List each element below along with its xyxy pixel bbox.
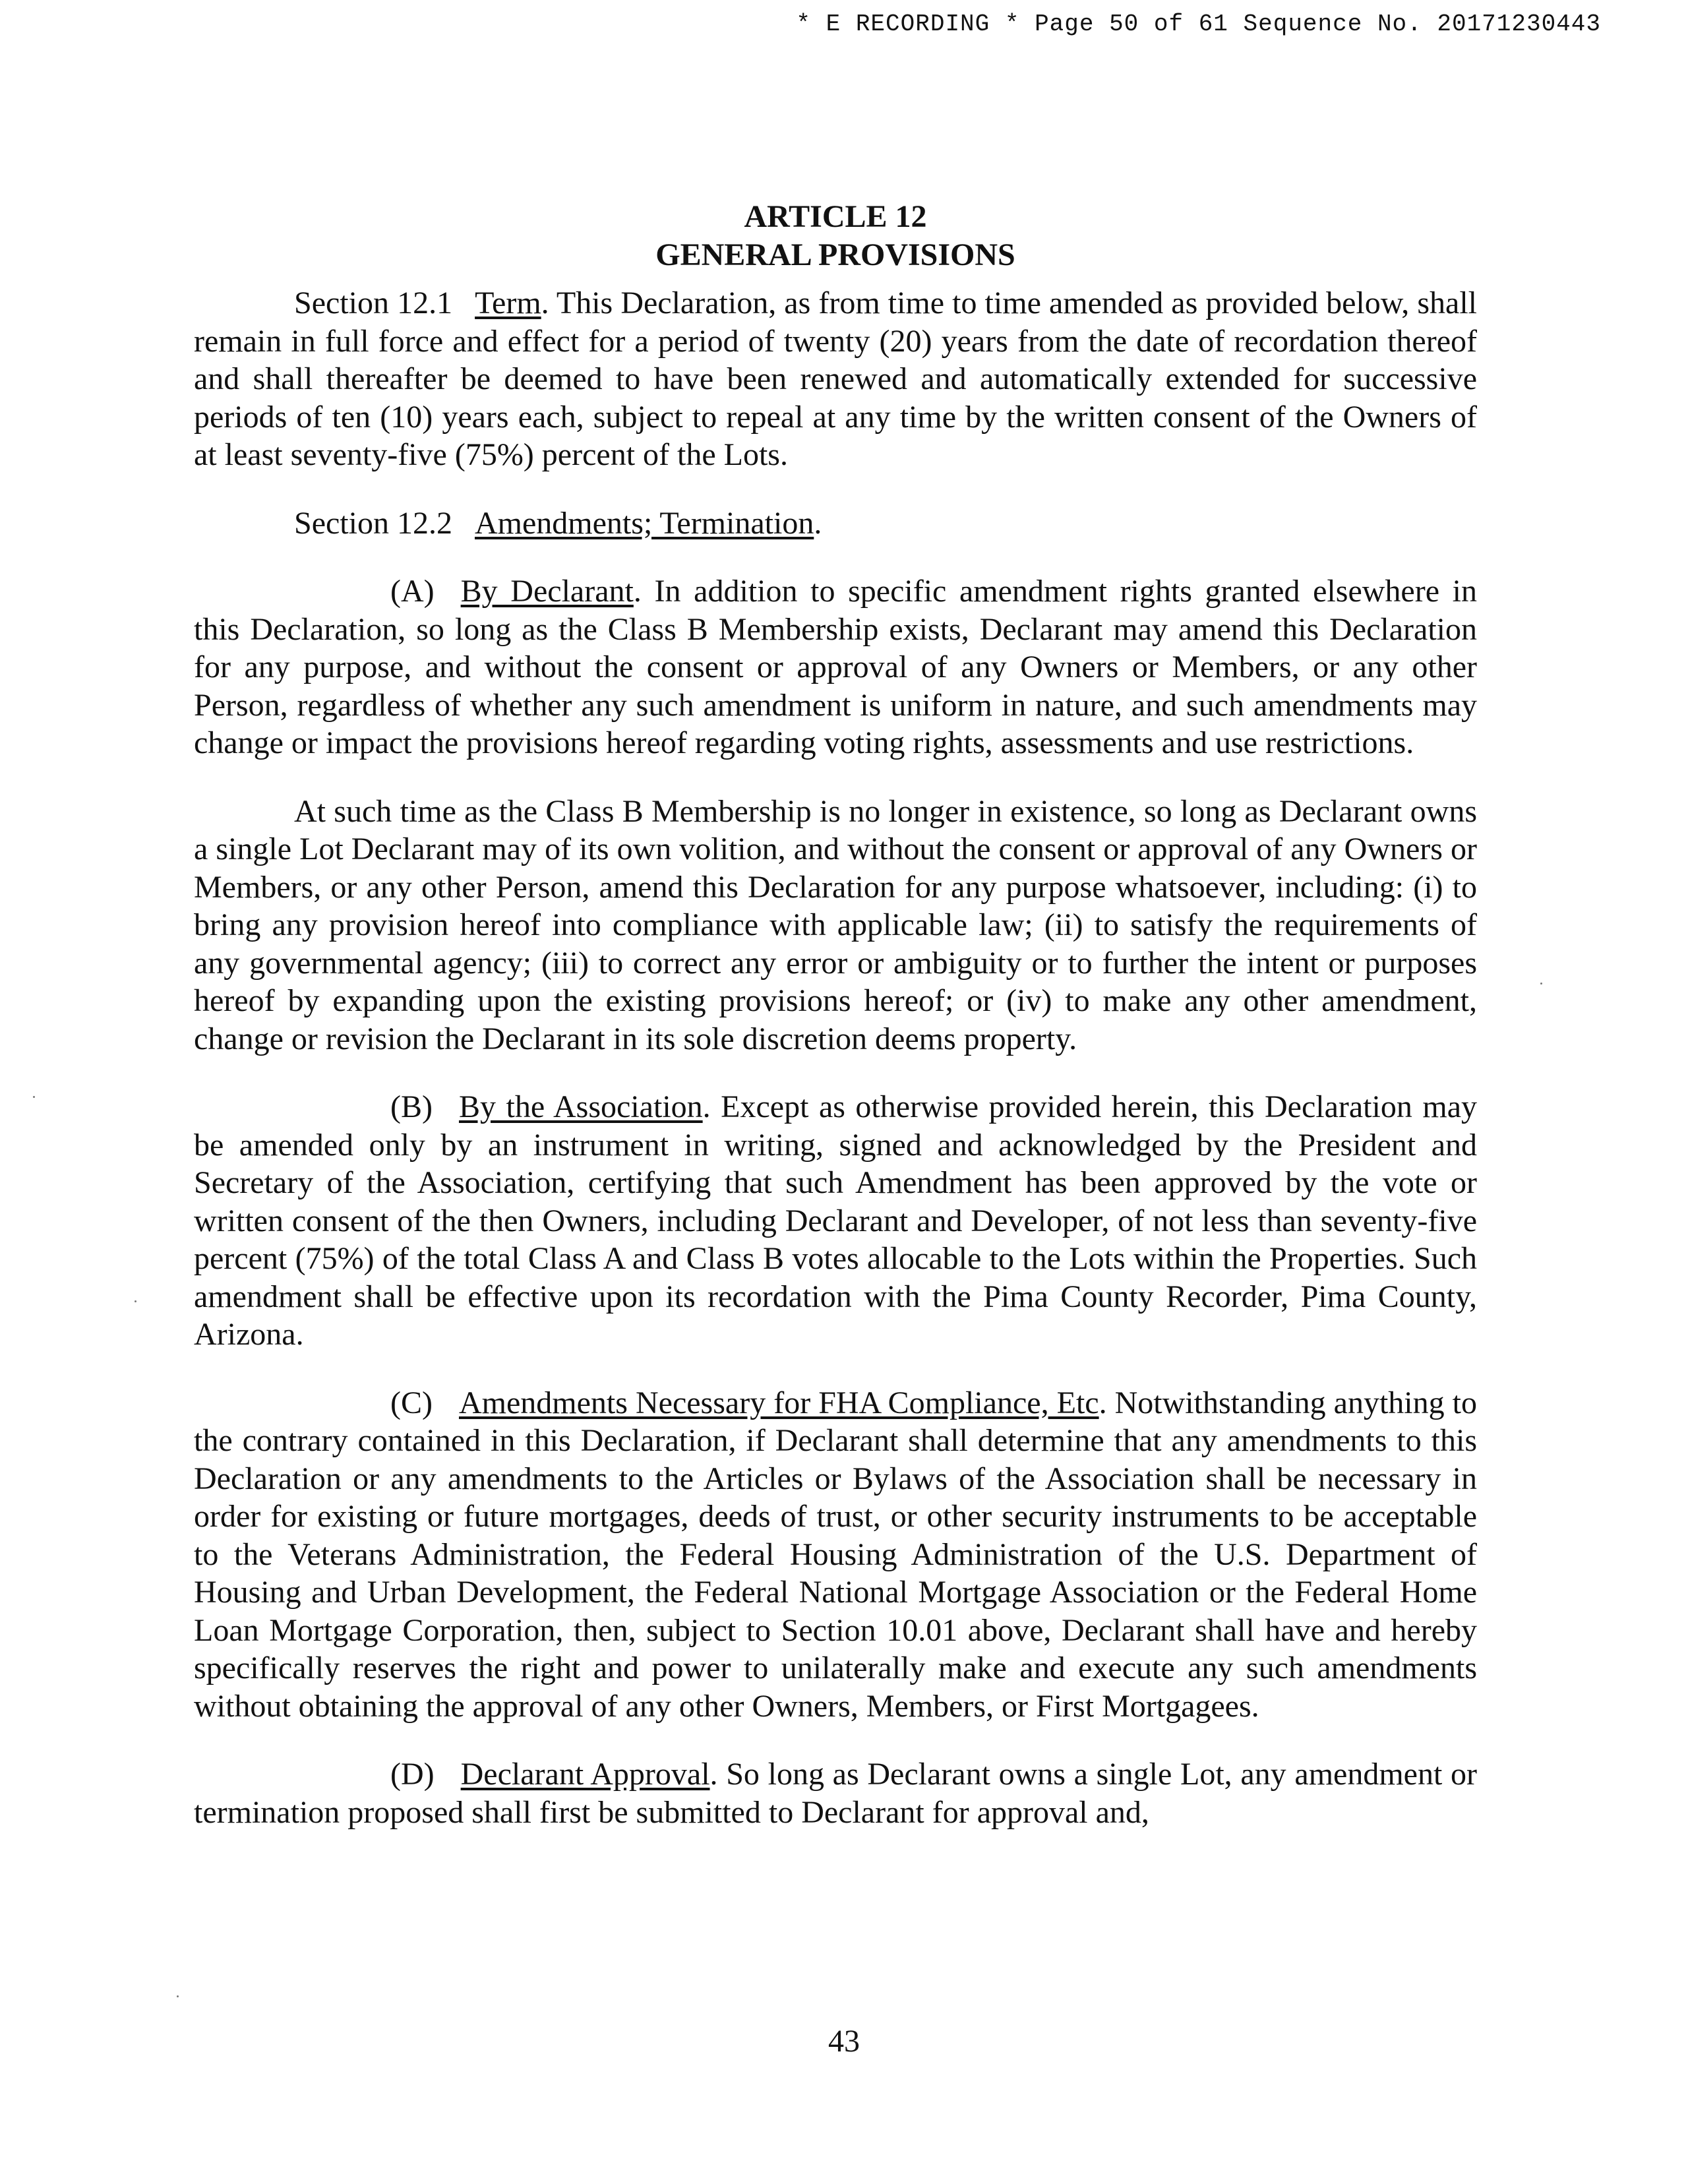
scan-speck	[33, 1096, 35, 1098]
section-12-2	[194, 504, 1477, 543]
article-heading: GENERAL PROVISIONS	[655, 237, 1015, 272]
subsection-text: . Notwithstanding anything to the contrary contained in this Declaration, if Declarant shall determine that any amendments to this Declaration or any amendments to the Articles or Bylaws of the Association shall be necessary in order for existing or future mortgages, deeds of trust, or other security instruments to be acceptable to the Veterans Administration, the Federal Housing Administration of the U.S. Department of Housing and Urban Development, the Federal National Mortgage Association or the Federal Home Loan Mortgage Corporation, then, subject to Section 10.01 above, Declarant shall have and hereby specifically reserves the right and power to unilaterally make and execute any such amendments without obtaining the approval of any other Owners, Members, or First Mortgagees.	[194, 1385, 1477, 1724]
heading-period: .	[814, 505, 822, 541]
subsection-text: . Except as otherwise provided herein, this Declaration may be amended only by an instrument in writing, signed and acknowledged by the President and Secretary of the Association, certifying that such Amendment has been approved by the vote or written consent of the then Owners, including Declarant and Developer, of not less than seventy-five percent (75%) of the total Class A and Class B votes allocable to the Lots within the Properties. Such amendment shall be effective upon its recordation with the Pima County Recorder, Pima County, Arizona.	[194, 1089, 1477, 1352]
section-12-1	[194, 284, 1477, 474]
subsection-heading: By Declarant	[460, 574, 634, 609]
subsection-c	[194, 1384, 1477, 1726]
scan-speck	[1540, 983, 1542, 985]
scan-speck	[135, 1300, 136, 1302]
subsection-label: (C)	[390, 1385, 433, 1420]
subsection-text: . In addition to specific amendment rights granted elsewhere in this Declaration, so long as the Class B Membership exists, Declarant may amend this Declaration for any purpose, and without the consent or approval of any Owners or Members, or any other Person, regardless of whether any such amendment is uniform in nature, and such amendments may change or impact the provisions hereof regarding voting rights, assessments and use restrictions.	[194, 574, 1477, 760]
section-text: . This Declaration, as from time to time amended as provided below, shall remain in full force and effect for a period of twenty (20) years from the date of recordation thereof and shall thereafter be deemed to have been renewed and automatically extended for successive periods of ten (10) years each, subject to repeal at any time by the written consent of the Owners of at least seventy-five (75%) percent of the Lots.	[194, 286, 1478, 472]
subsection-label: (B)	[390, 1089, 433, 1124]
article-title	[194, 198, 1477, 274]
subsection-heading: By the Association	[458, 1089, 703, 1124]
subsection-d	[194, 1755, 1477, 1831]
subsection-label: (A)	[390, 574, 435, 609]
subsection-b	[194, 1088, 1477, 1354]
subsection-a-continued: At such time as the Class B Membership is no longer in existence, so long as Declarant owns a single Lot Declarant may of its own volition, and without the consent or approval of any Owners or Members, or any other Person, amend this Declaration for any purpose whatsoever, including: (i) to bring any provision hereof into compliance with applicable law; (ii) to satisfy the requirements of any governmental agency; (iii) to correct any error or ambiguity or to further the intent or purposes hereof by expanding upon the existing provisions hereof; or (iv) to make any other amendment, change or revision the Declarant in its sole discretion deems property.	[194, 793, 1477, 1056]
section-label: Section 12.1	[294, 286, 453, 320]
section-heading: Term	[475, 286, 541, 320]
recording-stamp: * E RECORDING * Page 50 of 61 Sequence No. 20171230443	[796, 11, 1601, 38]
subsection-a	[194, 572, 1477, 762]
section-heading: Amendments; Termination	[474, 505, 814, 541]
subsection-text: . So long as Declarant owns a single Lot, any amendment or termination proposed shall first be submitted to Declarant for approval and,	[194, 1757, 1477, 1830]
document-body	[194, 198, 1477, 1862]
subsection-heading: Amendments Necessary for FHA Compliance, Etc	[458, 1385, 1099, 1420]
scan-speck	[177, 1995, 179, 1997]
subsection-heading: Declarant Approval	[460, 1757, 710, 1792]
subsection-label: (D)	[390, 1757, 435, 1792]
section-label: Section 12.2	[294, 505, 452, 541]
page-number: 43	[828, 2024, 860, 2059]
article-number: ARTICLE 12	[744, 199, 927, 234]
